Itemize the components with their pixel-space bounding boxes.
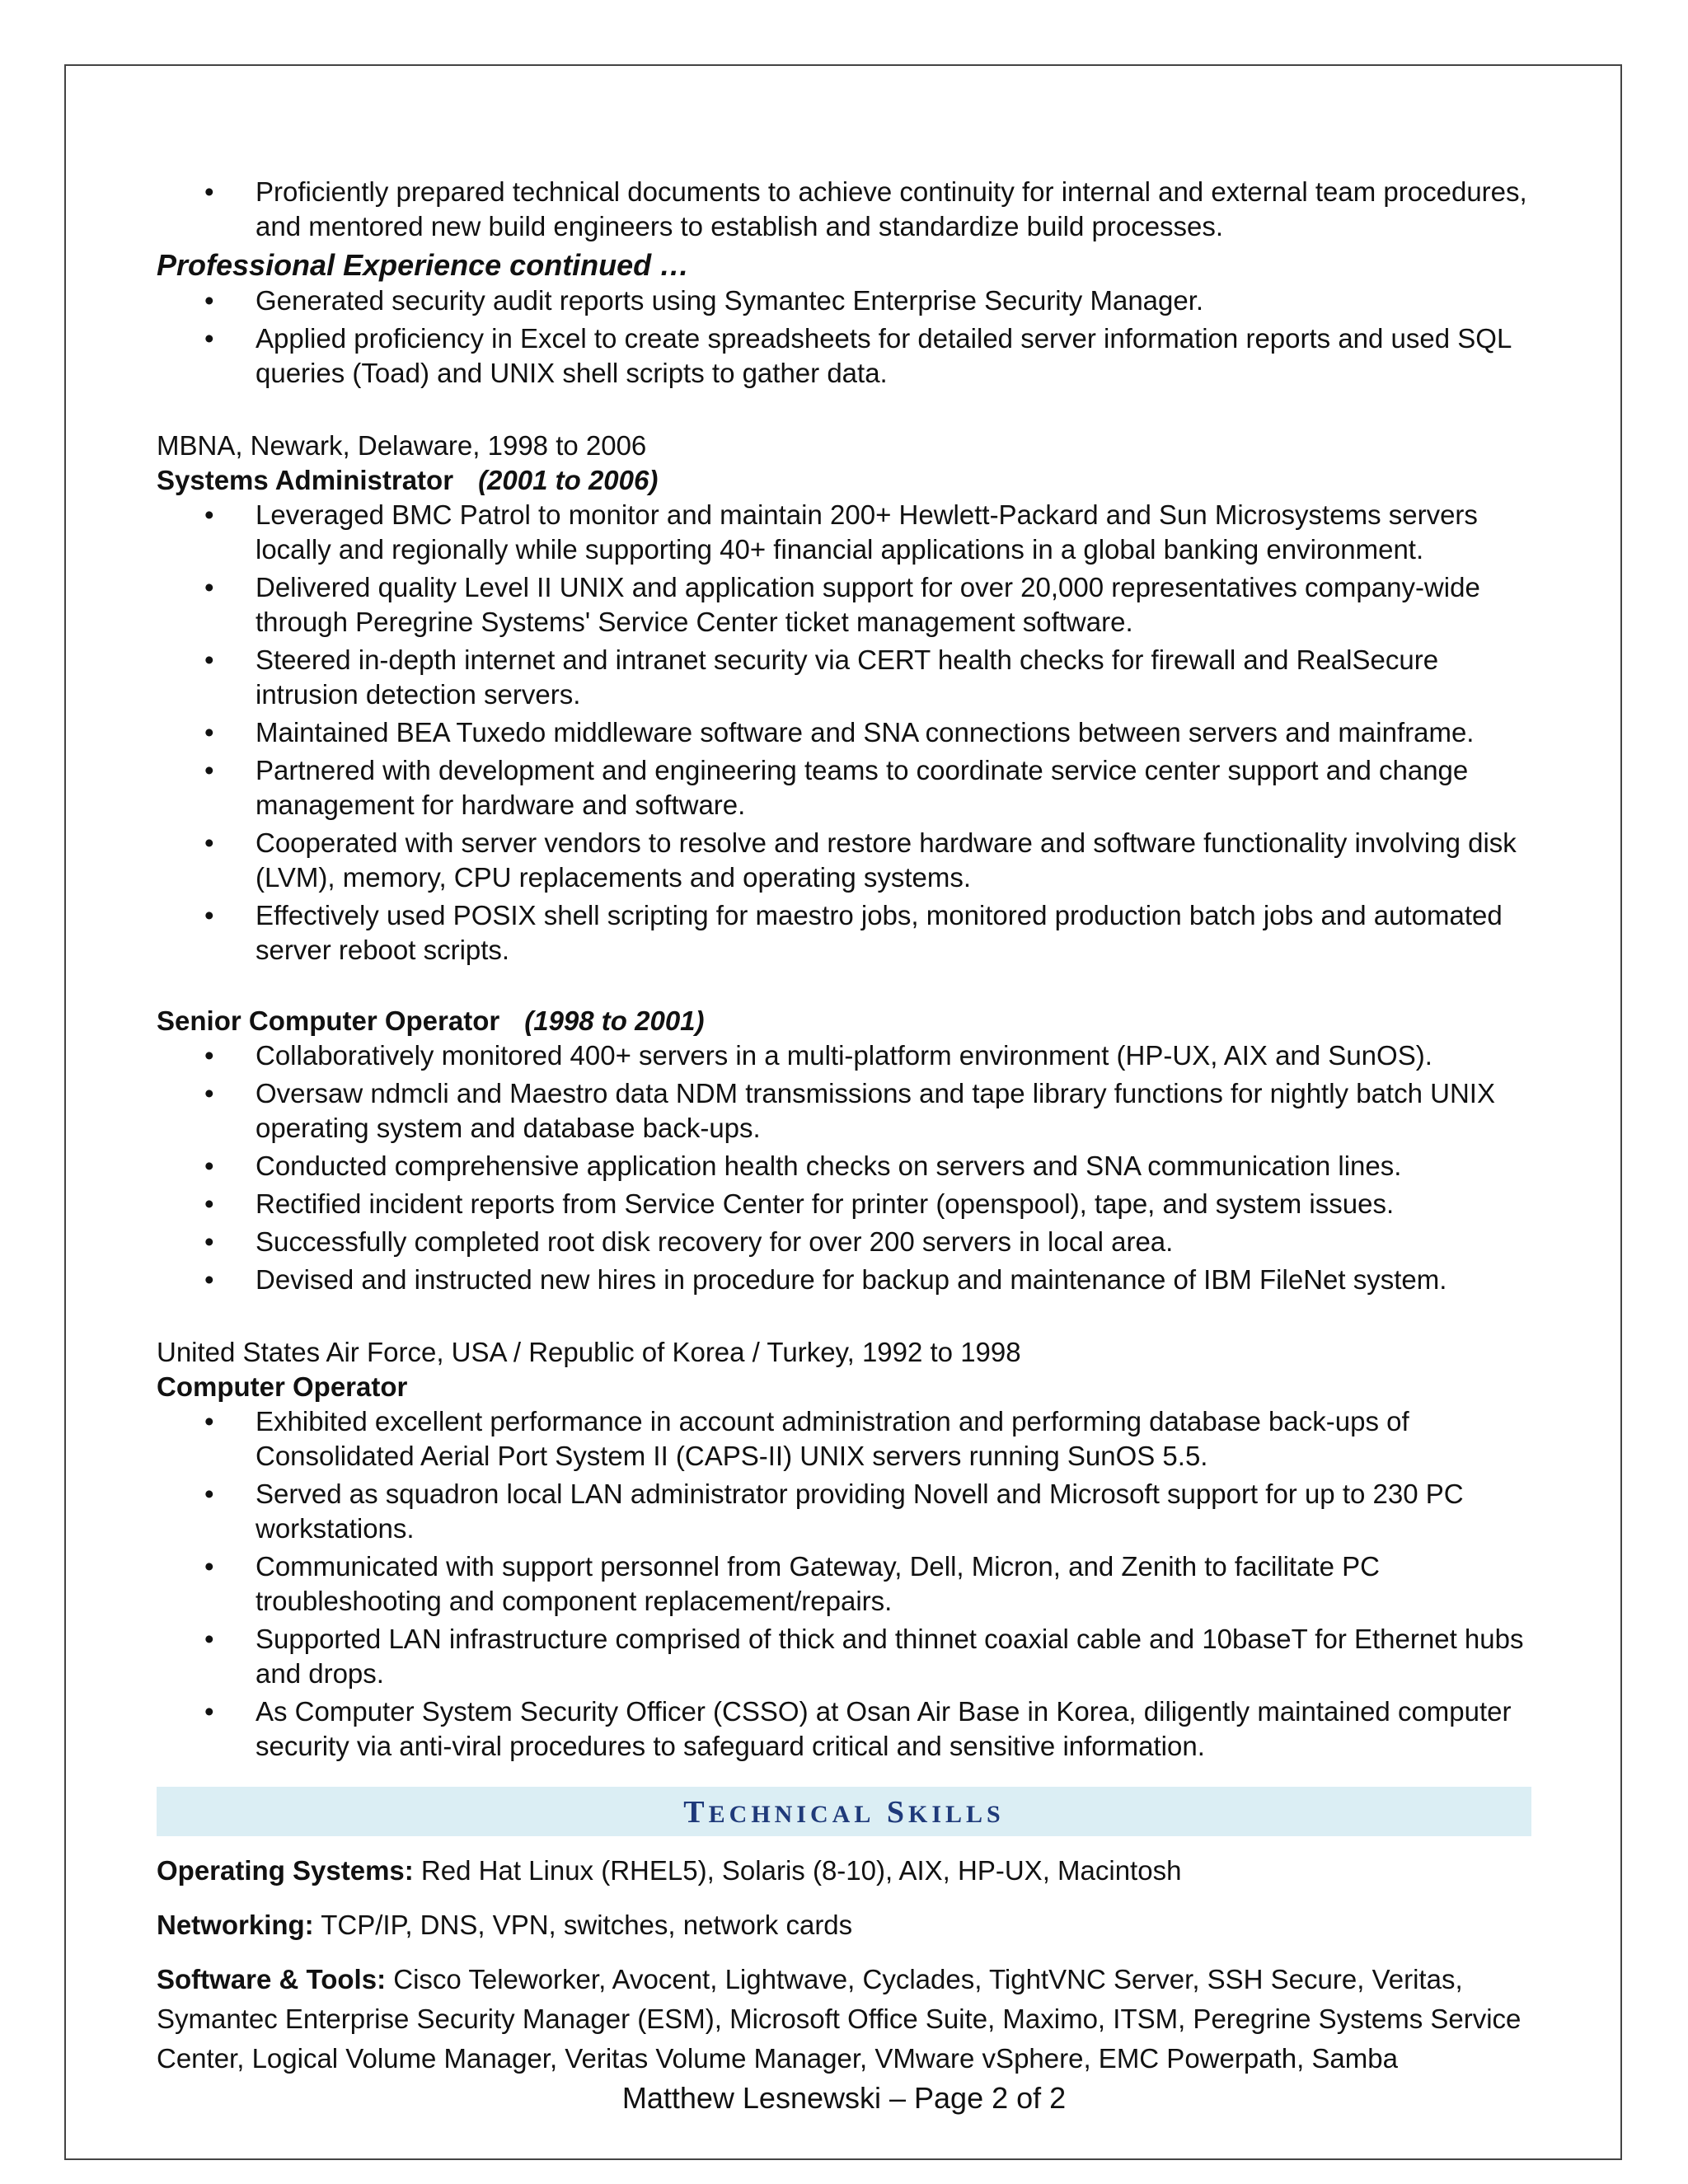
skill-label: Software & Tools: xyxy=(157,1964,387,1994)
list-item: • Effectively used POSIX shell scripting for maestro jobs, monitored production batch jobs and automated server reboot scripts. xyxy=(157,898,1531,968)
skill-value: TCP/IP, DNS, VPN, switches, network cards xyxy=(313,1910,853,1940)
list-item: • Generated security audit reports using Symantec Enterprise Security Manager. xyxy=(157,284,1531,318)
job-dates: (1998 to 2001) xyxy=(524,1005,705,1036)
job-title-systems-administrator xyxy=(157,463,1531,498)
job-title: Senior Computer Operator xyxy=(157,1005,500,1036)
job-title-computer-operator: Computer Operator xyxy=(157,1371,408,1402)
skill-value: Red Hat Linux (RHEL5), Solaris (8-10), AIX, HP-UX, Macintosh xyxy=(413,1855,1182,1886)
list-item: • Collaboratively monitored 400+ servers in a multi-platform environment (HP-UX, AIX and SunOS). xyxy=(157,1038,1531,1073)
heading-small-caps: ECHNICAL xyxy=(708,1801,875,1828)
list-item: • Steered in-depth internet and intranet security via CERT health checks for firewall and RealSecure intrusion detection servers. xyxy=(157,643,1531,712)
list-item: • Leveraged BMC Patrol to monitor and maintain 200+ Hewlett-Packard and Sun Microsystems servers locally and regionally while supporting 40+ financial applications in a global banking environment. xyxy=(157,498,1531,567)
computer-operator-bullets xyxy=(157,1404,1531,1764)
list-item: • Successfully completed root disk recovery for over 200 servers in local area. xyxy=(157,1225,1531,1259)
section-heading-technical-skills xyxy=(157,1787,1531,1836)
employer-line-usaf: United States Air Force, USA / Republic of Korea / Turkey, 1992 to 1998 xyxy=(157,1337,1021,1367)
list-item: • Served as squadron local LAN administrator providing Novell and Microsoft support for up to 230 PC workstations. xyxy=(157,1477,1531,1546)
list-item: • Cooperated with server vendors to resolve and restore hardware and software functionality involving disk (LVM), memory, CPU replacements and operating systems. xyxy=(157,826,1531,895)
skill-networking xyxy=(157,1905,1531,1945)
continued-bullet-list xyxy=(157,284,1531,391)
heading-small-caps: KILLS xyxy=(907,1801,1005,1828)
job-title-senior-computer-operator xyxy=(157,1004,1531,1038)
skill-software-tools xyxy=(157,1960,1531,2079)
list-item: • As Computer System Security Officer (CSSO) at Osan Air Base in Korea, diligently maintained computer security via anti-viral procedures to safeguard critical and sensitive information. xyxy=(157,1694,1531,1764)
list-item: • Partnered with development and engineering teams to coordinate service center support and change management for hardware and software. xyxy=(157,753,1531,823)
skill-value: Cisco Teleworker, Avocent, Lightwave, Cyclades, TightVNC Server, SSH Secure, Veritas, Symantec Enterprise Security Manager (ESM), Microsoft Office Suite, Maximo, ITSM, Peregrine Systems Service Center, Logical Volume Manager, Veritas Volume Manager, VMware vSphere, EMC Powerpath, Samba xyxy=(157,1964,1522,2074)
employer-line-mbna: MBNA, Newark, Delaware, 1998 to 2006 xyxy=(157,430,647,461)
spacer xyxy=(157,971,1531,1004)
section-heading-experience-continued: Professional Experience continued … xyxy=(157,248,690,282)
resume-page-content xyxy=(157,175,1531,2079)
list-item: • Maintained BEA Tuxedo middleware software and SNA connections between servers and mainframe. xyxy=(157,715,1531,750)
skill-label: Operating Systems: xyxy=(157,1855,414,1886)
intro-bullet-list xyxy=(157,175,1531,244)
systems-administrator-bullets xyxy=(157,498,1531,968)
job-title: Systems Administrator xyxy=(157,465,454,495)
list-item: • Devised and instructed new hires in procedure for backup and maintenance of IBM FileNet system. xyxy=(157,1263,1531,1297)
list-item: • Proficiently prepared technical documents to achieve continuity for internal and external team procedures, and mentored new build engineers to establish and standardize build processes. xyxy=(157,175,1531,244)
heading-initial: T xyxy=(683,1795,709,1830)
list-item: • Oversaw ndmcli and Maestro data NDM transmissions and tape library functions for nightly batch UNIX operating system and database back-ups. xyxy=(157,1076,1531,1146)
list-item: • Rectified incident reports from Service Center for printer (openspool), tape, and system issues. xyxy=(157,1187,1531,1221)
page-footer: Matthew Lesnewski – Page 2 of 2 xyxy=(621,2081,1067,2115)
list-item: • Applied proficiency in Excel to create spreadsheets for detailed server information reports and used SQL queries (Toad) and UNIX shell scripts to gather data. xyxy=(157,321,1531,391)
heading-initial: S xyxy=(886,1795,908,1830)
job-dates: (2001 to 2006) xyxy=(478,465,659,495)
skill-label: Networking: xyxy=(157,1910,314,1940)
skill-operating-systems xyxy=(157,1851,1531,1891)
list-item: • Communicated with support personnel from Gateway, Dell, Micron, and Zenith to facilitate PC troubleshooting and component replacement/repairs. xyxy=(157,1549,1531,1619)
list-item: • Delivered quality Level II UNIX and application support for over 20,000 representatives company-wide through Peregrine Systems' Service Center ticket management software. xyxy=(157,570,1531,640)
list-item: • Conducted comprehensive application health checks on servers and SNA communication lines. xyxy=(157,1149,1531,1183)
senior-computer-operator-bullets xyxy=(157,1038,1531,1297)
list-item: • Exhibited excellent performance in account administration and performing database back-ups of Consolidated Aerial Port System II (CAPS-II) UNIX servers running SunOS 5.5. xyxy=(157,1404,1531,1474)
list-item: • Supported LAN infrastructure comprised of thick and thinnet coaxial cable and 10baseT for Ethernet hubs and drops. xyxy=(157,1622,1531,1691)
